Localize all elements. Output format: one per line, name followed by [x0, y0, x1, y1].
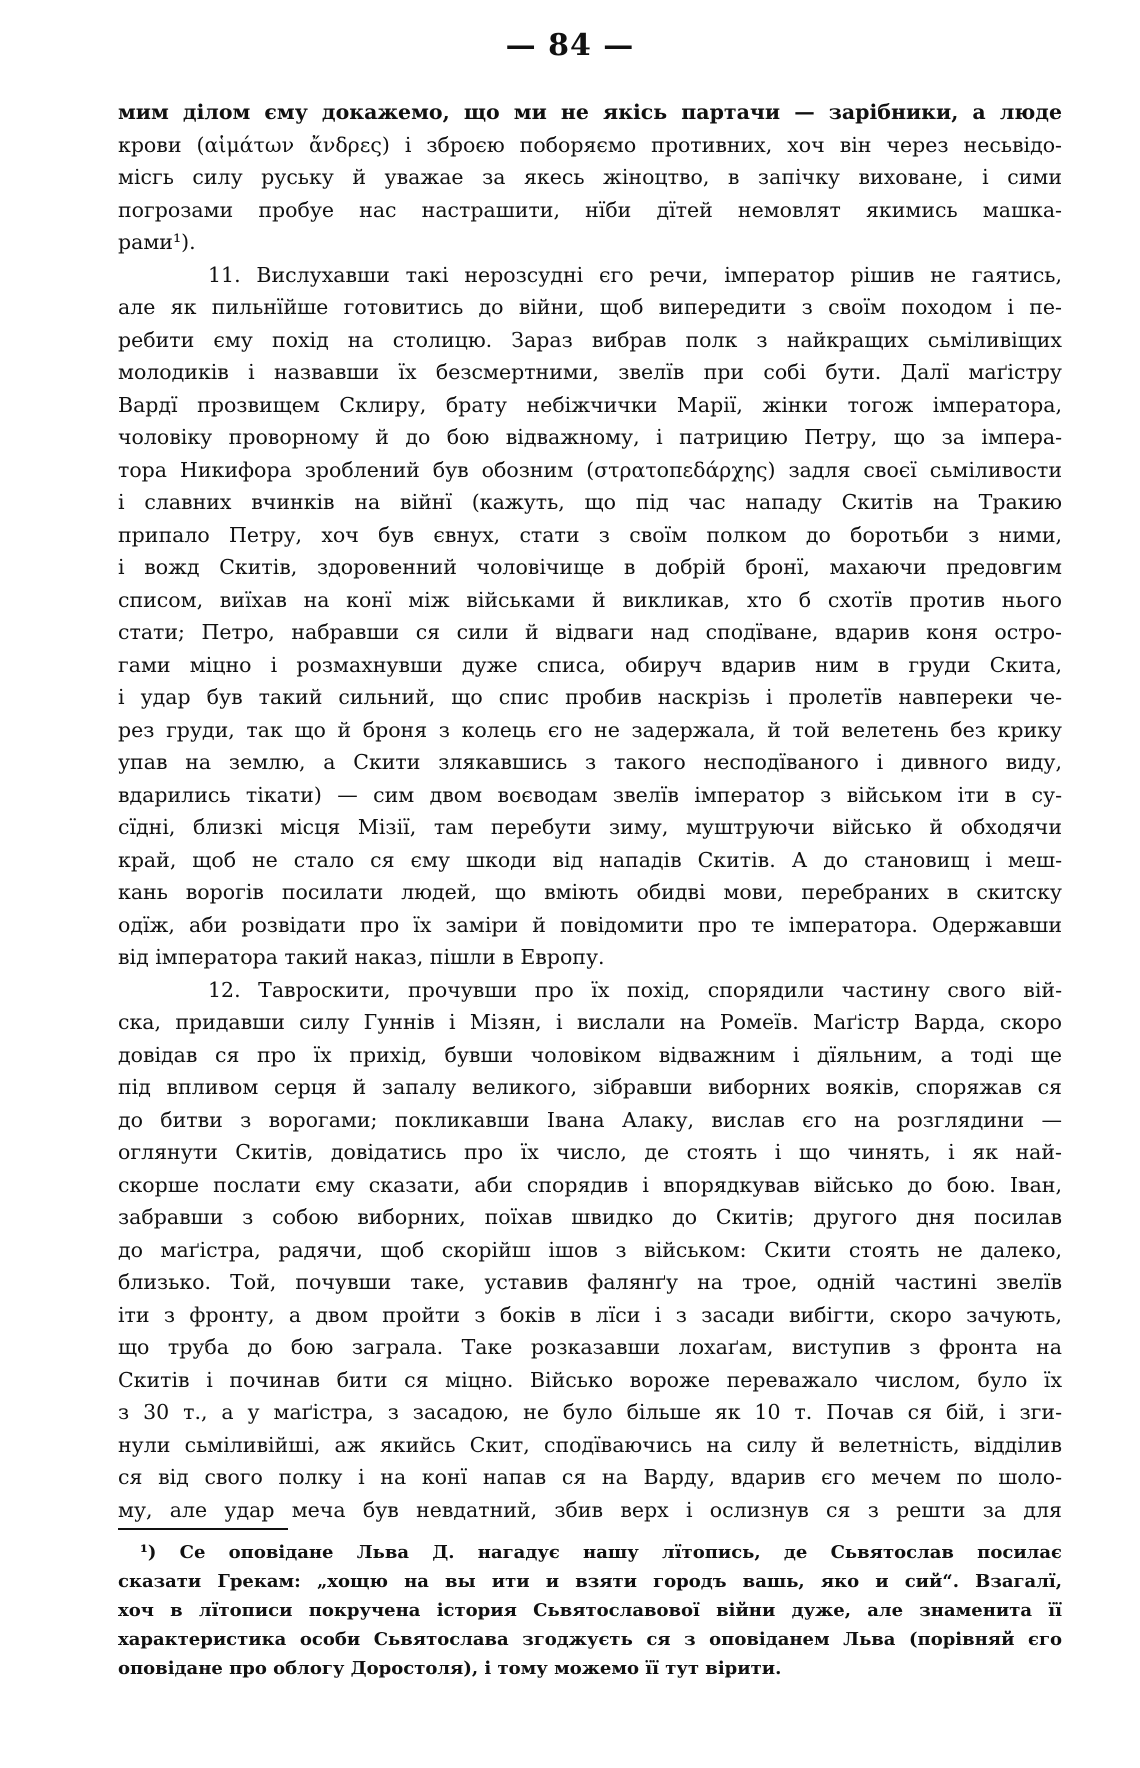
text-line: до битви з ворогами; покликавши Івана Алаку, вислав єго на розглядини —	[118, 1107, 1062, 1132]
text-line: чоловіку проворному й до бою відважному, і патрицию Петру, що за імпера-	[118, 425, 1062, 449]
text-line: іти з фронту, а двом пройти з боків в лїси і з засади вибігти, скоро зачують,	[118, 1302, 1062, 1327]
text-line: мим ділом єму докажемо, що ми не якісь партачи — зарібники, а люде	[118, 100, 1062, 124]
footnote-divider	[118, 1528, 288, 1530]
text-line: і удар був такий сильний, що спис пробив наскрізь і пролетїв навпереки че-	[118, 685, 1062, 709]
text-line: рами¹).	[118, 230, 196, 254]
text-line: стати; Петро, набравши ся сили й відваги над сподїване, вдарив коня остро-	[118, 620, 1062, 644]
text-line: му, але удар меча був невдатний, збив верх і ослизнув ся з решти за для	[118, 1497, 1062, 1522]
text-line: упав на землю, а Скити злякавшись з такого несподїваного і дивного виду,	[118, 750, 1062, 774]
text-line: і славних вчинків на війнї (кажуть, що під час нападу Скитів на Тракию	[118, 490, 1062, 514]
text-line: Скитів і починав бити ся міцно. Військо вороже переважало числом, було їх	[118, 1367, 1062, 1392]
text-line: припало Петру, хоч був євнух, стати з своїм полком до боротьби з ними,	[118, 522, 1062, 547]
text-line: від імператора такий наказ, пішли в Европу.	[118, 945, 605, 969]
text-line: погрозами пробуе нас настрашити, нїби дїтей немовлят якимись машка-	[118, 197, 1062, 222]
text-line: нули сьміливійші, аж якийсь Скит, сподїваючись на силу й велетність, відділив	[118, 1432, 1062, 1457]
text-line: і вожд Скитів, здоровенний чоловічище в добрій бронї, махаючи предовгим	[118, 555, 1062, 579]
text-line: молодиків і назвавши їх безсмертними, звелїв при собі бути. Далї маґістру	[118, 360, 1062, 384]
body-text	[118, 96, 1062, 1526]
text-line: ска, придавши силу Гуннів і Мізян, і вислали на Ромеїв. Маґістр Варда, скоро	[118, 1010, 1062, 1034]
footnote-line: ¹) Се оповідане Льва Д. нагадує нашу лїтопись, де Сьвятослав посилає	[140, 1542, 1062, 1563]
text-line: гами міцно і розмахнувши дуже списа, обируч вдарив ним в груди Скита,	[118, 652, 1062, 677]
footnotes	[118, 1538, 1062, 1683]
text-line: сїдні, близкі місця Мізії, там перебути зиму, муштруючи військо й обходячи	[118, 815, 1062, 839]
footnote-line: сказати Грекам: „хощю на вы ити и взяти городъ вашь, яко и сий“. Взагалї,	[118, 1571, 1062, 1592]
text-line: з 30 т., а у маґістра, з засадою, не було більше як 10 т. Почав ся бій, і зги-	[118, 1400, 1062, 1424]
text-line: довідав ся про їх прихід, бувши чоловіком відважним і дїяльним, а тоді ще	[118, 1042, 1062, 1067]
text-line: близько. Той, почувши таке, уставив фалянґу на трое, одній частині звелїв	[118, 1270, 1062, 1294]
text-line: тора Никифора зроблений був обозним (στρατοπεδάρχης) задля своєї сьміливости	[118, 457, 1062, 482]
text-line: вдарились тікати) — сим двом воєводам звелїв імператор з військом іти в су-	[118, 782, 1062, 807]
text-line: оглянути Скитів, довідатись про їх число, де стоять і що чинять, і як най-	[118, 1140, 1062, 1164]
text-line: ребити єму похід на столицю. Зараз вибрав полк з найкращих сьміливіщих	[118, 327, 1062, 352]
text-line: до маґістра, радячи, щоб скорійш ішов з військом: Скити стоять не далеко,	[118, 1237, 1062, 1262]
text-line: одїж, аби розвідати про їх заміри й повідомити про те імператора. Одержавши	[118, 912, 1062, 937]
text-line: крови (αἱμάτων ἄνδρες) і зброєю поборяємо противних, хоч він через несьвідо-	[118, 132, 1062, 157]
text-line: але як пильнїйше готовитись до війни, щоб випередити з своїм походом і пе-	[118, 295, 1062, 319]
text-line: під впливом серця й запалу великого, зібравши виборних вояків, споряжав ся	[118, 1075, 1062, 1099]
footnote-line: хоч в лїтописи покручена істория Сьвятославової війни дуже, але знаменита її	[118, 1600, 1062, 1621]
text-line: скорше послати єму сказати, аби спорядив і впорядкував військо до бою. Іван,	[118, 1172, 1062, 1197]
text-line: ся від свого полку і на конї напав ся на Варду, вдарив єго мечем по шоло-	[118, 1465, 1062, 1489]
text-line: Вардї прозвищем Склиру, брату небіжчички Марії, жінки тогож імператора,	[118, 392, 1062, 417]
page-number: — 84 —	[505, 28, 635, 63]
text-line: що труба до бою заграла. Таке розказавши лохаґам, виступив з фронта на	[118, 1335, 1062, 1359]
text-line: списом, виїхав на конї між військами й викликав, хто б схотїв против нього	[118, 587, 1062, 612]
text-line: рез груди, так що й броня з колець єго не задержала, й той велетень без крику	[118, 717, 1062, 742]
text-line: край, щоб не стало ся єму шкоди від нападів Скитів. А до становищ і меш-	[118, 847, 1062, 872]
paragraph-start: 12. Тавроскити, прочувши про їх похід, спорядили частину свого вій-	[208, 977, 1062, 1002]
text-line: місгь силу руську й уважае за якесь жіноцтво, в запічку виховане, і сими	[118, 165, 1062, 189]
paragraph-start: 11. Вислухавши такі нерозсудні єго речи, імператор рішив не гаятись,	[208, 262, 1062, 287]
text-line: забравши з собою виборних, поїхав швидко до Скитів; другого дня посилав	[118, 1205, 1062, 1229]
footnote-line: характеристика особи Сьвятослава згоджуєть ся з оповіданем Льва (порівняй єго	[118, 1629, 1062, 1650]
footnote-line: оповідане про облогу Доростоля), і тому можемо її тут вірити.	[118, 1658, 782, 1679]
text-line: кань ворогів посилати людей, що вміють обидві мови, перебраних в скитску	[118, 880, 1062, 904]
